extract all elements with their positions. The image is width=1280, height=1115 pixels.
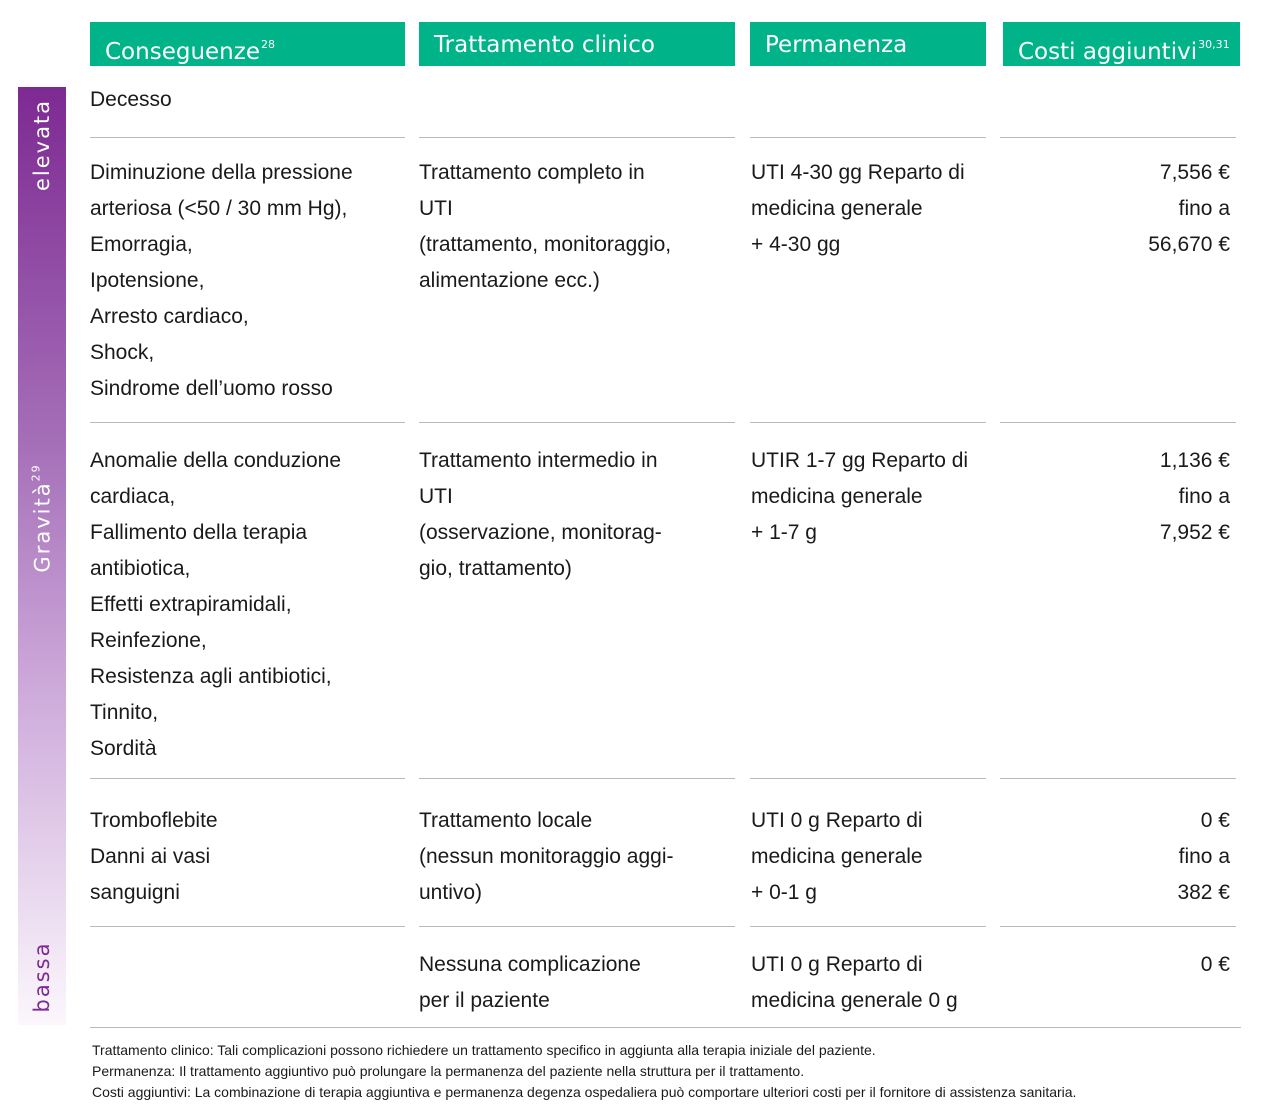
header-stay-label: Permanenza <box>765 32 908 58</box>
row-3-treatment-line: (nessun monitoraggio aggi- <box>419 845 674 868</box>
row-1-costs-line: fino a <box>1178 197 1230 220</box>
row-1-consequences-line: Diminuzione della pressione <box>90 161 353 184</box>
row-divider <box>1000 137 1236 138</box>
row-3-treatment <box>419 803 673 911</box>
row-1-consequences-line: Emorragia, <box>90 233 193 256</box>
header-consequences <box>90 22 405 66</box>
row-1-consequences-line: Ipotensione, <box>90 269 205 292</box>
row-divider <box>90 926 405 927</box>
row-2-costs-line: 1,136 € <box>1159 449 1230 472</box>
severity-axis-title-text: Gravità <box>30 481 55 573</box>
row-1-consequences-line: arteriosa (<50 / 30 mm Hg), <box>90 197 348 220</box>
row-2-stay-line: medicina generale <box>751 485 923 508</box>
row-2-treatment-line: UTI <box>419 485 453 508</box>
row-2-treatment-line: gio, trattamento) <box>419 557 572 580</box>
row-divider <box>750 926 986 927</box>
row-4-stay <box>751 947 958 1019</box>
footnotes-divider <box>90 1027 1241 1028</box>
row-1-treatment <box>419 155 671 299</box>
row-1-consequences-line: Arresto cardiaco, <box>90 305 249 328</box>
row-1-stay-line: UTI 4-30 gg Reparto di <box>751 161 965 184</box>
header-consequences-footnote-ref: 28 <box>260 38 275 51</box>
row-4-stay-line: UTI 0 g Reparto di <box>751 953 923 976</box>
row-3-consequences-line: Tromboflebite <box>90 809 218 832</box>
row-2-stay-line: + 1-7 g <box>751 521 817 544</box>
severity-high-label: elevata <box>30 98 54 192</box>
row-3-costs <box>1040 803 1230 911</box>
row-4-costs <box>1040 947 1230 983</box>
row-3-stay <box>751 803 923 911</box>
row-divider <box>90 422 405 423</box>
row-2-consequences-line: antibiotica, <box>90 557 191 580</box>
row-divider <box>1000 778 1236 779</box>
severity-axis-footnote-ref: 29 <box>29 463 43 482</box>
row-1-stay-line: medicina generale <box>751 197 923 220</box>
severity-axis-title <box>30 463 55 572</box>
row-2-treatment <box>419 443 662 587</box>
row-divider <box>419 778 735 779</box>
row-divider <box>90 778 405 779</box>
footnote-costs: Costi aggiuntivi: La combinazione di terapia aggiuntiva e permanenza degenza ospedaliera può comportare ulteriori costi per il fornitore di assistenza sanitaria. <box>92 1084 1077 1100</box>
header-treatment <box>419 22 735 66</box>
footnote-stay: Permanenza: Il trattamento aggiuntivo può prolungare la permanenza del paziente nella struttura per il trattamento. <box>92 1063 805 1079</box>
row-2-consequences-line: Effetti extrapiramidali, <box>90 593 292 616</box>
row-3-stay-line: medicina generale <box>751 845 923 868</box>
row-1-treatment-line: (trattamento, monitoraggio, <box>419 233 672 256</box>
row-1-costs-line: 56,670 € <box>1148 233 1230 256</box>
row-2-costs-line: 7,952 € <box>1159 521 1230 544</box>
row-divider <box>1000 422 1236 423</box>
row-divider <box>419 422 735 423</box>
row-3-costs-line: 382 € <box>1177 881 1230 904</box>
header-costs-footnote-ref: 30,31 <box>1198 38 1230 51</box>
severity-low-label: bassa <box>30 941 54 1013</box>
row-divider <box>750 778 986 779</box>
row-3-consequences <box>90 803 218 911</box>
row-4-stay-line: medicina generale 0 g <box>751 989 958 1012</box>
row-3-treatment-line: untivo) <box>419 881 483 904</box>
row-0-consequences-line: Decesso <box>90 88 172 111</box>
row-3-consequences-line: Danni ai vasi <box>90 845 211 868</box>
row-2-consequences-line: Tinnito, <box>90 701 159 724</box>
row-divider <box>90 137 405 138</box>
row-divider <box>1000 926 1236 927</box>
row-divider <box>419 137 735 138</box>
row-2-consequences <box>90 443 341 767</box>
row-1-treatment-line: Trattamento completo in <box>419 161 645 184</box>
row-4-costs-line: 0 € <box>1200 953 1230 976</box>
row-2-costs <box>1040 443 1230 551</box>
row-3-costs-line: 0 € <box>1200 809 1230 832</box>
header-stay <box>750 22 986 66</box>
footnotes <box>92 1040 1076 1103</box>
row-2-consequences-line: Fallimento della terapia <box>90 521 308 544</box>
footnote-treatment: Trattamento clinico: Tali complicazioni possono richiedere un trattamento specifico in aggiunta alla terapia iniziale del paziente. <box>92 1042 876 1058</box>
row-2-consequences-line: cardiaca, <box>90 485 176 508</box>
row-2-treatment-line: (osservazione, monitorag- <box>419 521 662 544</box>
row-2-stay <box>751 443 968 551</box>
row-4-treatment-line: per il paziente <box>419 989 550 1012</box>
row-3-treatment-line: Trattamento locale <box>419 809 593 832</box>
header-consequences-label: Conseguenze <box>105 39 260 65</box>
row-2-consequences-line: Anomalie della conduzione <box>90 449 342 472</box>
row-1-treatment-line: UTI <box>419 197 453 220</box>
row-divider <box>750 422 986 423</box>
row-2-treatment-line: Trattamento intermedio in <box>419 449 658 472</box>
row-2-stay-line: UTIR 1-7 gg Reparto di <box>751 449 969 472</box>
row-1-consequences <box>90 155 353 407</box>
row-3-stay-line: + 0-1 g <box>751 881 817 904</box>
row-2-consequences-line: Resistenza agli antibiotici, <box>90 665 332 688</box>
row-2-consequences-line: Sordità <box>90 737 157 760</box>
row-1-stay-line: + 4-30 gg <box>751 233 841 256</box>
row-divider <box>750 137 986 138</box>
row-4-treatment-line: Nessuna complicazione <box>419 953 641 976</box>
row-1-costs-line: 7,556 € <box>1159 161 1230 184</box>
row-1-stay <box>751 155 965 263</box>
row-0-consequences <box>90 82 172 118</box>
row-1-consequences-line: Sindrome dell’uomo rosso <box>90 377 333 400</box>
row-1-costs <box>1040 155 1230 263</box>
row-3-stay-line: UTI 0 g Reparto di <box>751 809 923 832</box>
row-1-consequences-line: Shock, <box>90 341 155 364</box>
row-3-consequences-line: sanguigni <box>90 881 180 904</box>
row-2-consequences-line: Reinfezione, <box>90 629 207 652</box>
row-1-treatment-line: alimentazione ecc.) <box>419 269 600 292</box>
row-3-costs-line: fino a <box>1178 845 1230 868</box>
row-2-costs-line: fino a <box>1178 485 1230 508</box>
header-treatment-label: Trattamento clinico <box>434 32 655 58</box>
row-divider <box>419 926 735 927</box>
header-costs-label: Costi aggiuntivi <box>1018 39 1198 65</box>
row-4-treatment <box>419 947 641 1019</box>
header-costs <box>1003 22 1240 66</box>
